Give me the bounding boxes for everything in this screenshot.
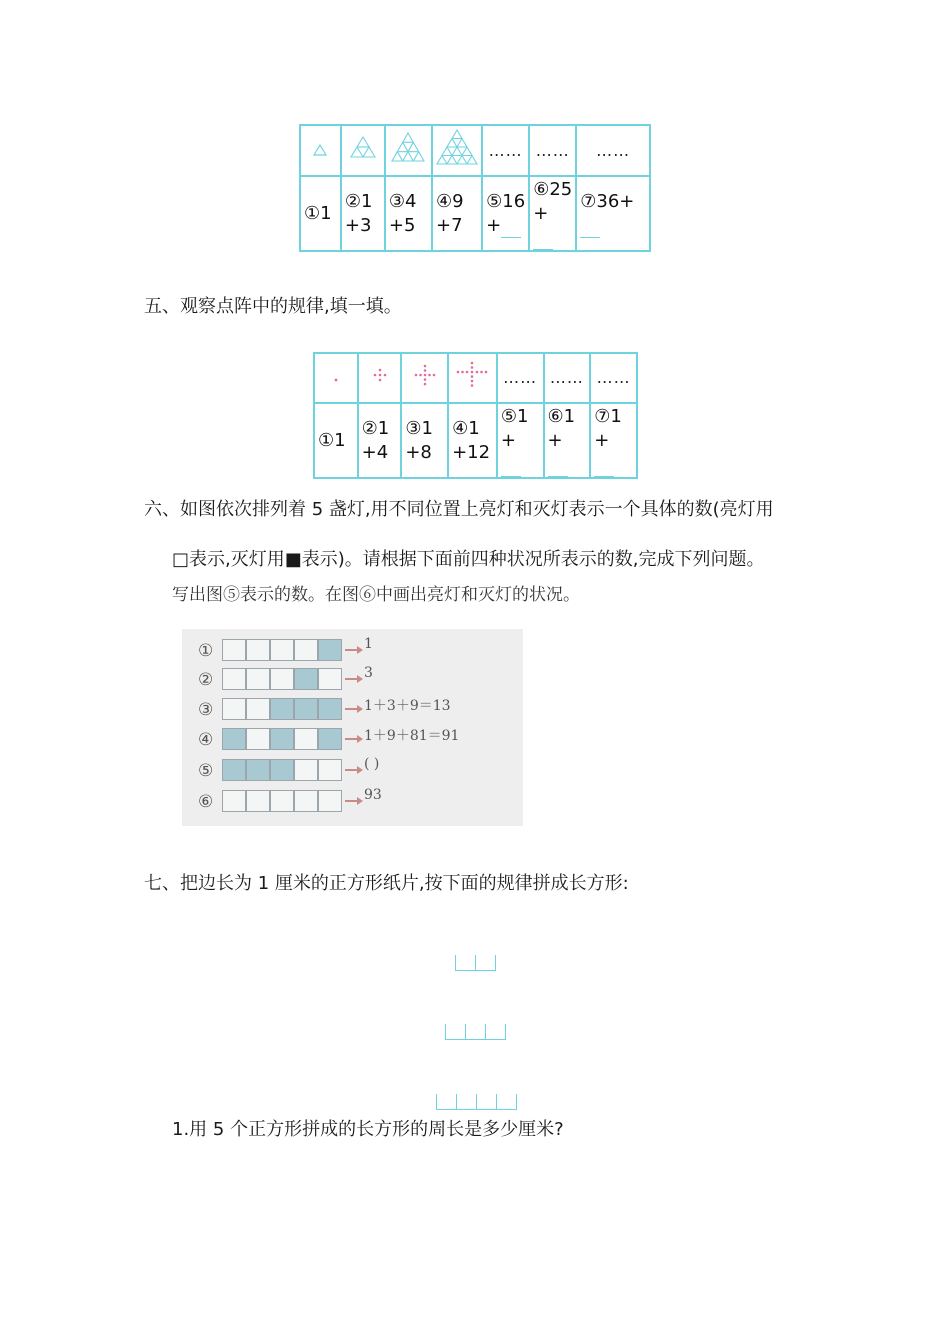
lamp-row-number: ① <box>198 641 214 661</box>
cell-text: +12 <box>452 441 491 463</box>
lamp-box <box>222 668 246 690</box>
lamp-box <box>246 668 270 690</box>
cell-text: ⑦1 <box>594 405 622 427</box>
cell-text: ③4 <box>388 190 417 212</box>
cell-text: ④9 <box>435 190 464 212</box>
rectangle-3-squares <box>445 1024 506 1040</box>
lamp-box <box>294 759 318 781</box>
lamp-box[interactable] <box>246 790 270 812</box>
lamp-box <box>318 728 342 750</box>
table1-cell-4 <box>432 176 482 251</box>
cell-text: ⑥25 <box>533 178 573 200</box>
lamp-box <box>294 639 318 661</box>
lamp-box <box>246 698 270 720</box>
triangle-figure-2 <box>341 125 385 176</box>
table2-cell-5 <box>497 403 544 478</box>
answer-blank[interactable] <box>594 456 614 477</box>
lamp-box <box>270 668 294 690</box>
lamp-box <box>318 698 342 720</box>
triangle-4-icon <box>436 129 478 165</box>
cell-text: ②1 <box>344 190 373 212</box>
dot-figure-3 <box>401 353 448 403</box>
table1-cell-7 <box>576 176 650 251</box>
lamp-box <box>222 728 246 750</box>
section-6-line-1: 六、如图依次排列着 5 盏灯,用不同位置上亮灯和灭灯表示一个具体的数(亮灯用 <box>144 499 774 520</box>
lamp-box <box>222 639 246 661</box>
lamp-box <box>270 728 294 750</box>
table2-cell-4 <box>448 403 497 478</box>
lamp-row-result: 1＋3＋9＝13 <box>364 698 451 714</box>
cell-text: ⑥1 <box>547 405 576 427</box>
lamp-box <box>318 668 342 690</box>
cell-text: + <box>500 429 516 451</box>
cell-text: + <box>594 429 610 451</box>
lamp-row-number: ⑤ <box>198 761 214 781</box>
cell-text: +8 <box>405 441 432 463</box>
lamp-box <box>246 728 270 750</box>
lamp-box[interactable] <box>222 790 246 812</box>
dot-1-icon <box>333 377 339 383</box>
cell-text: ④1 <box>452 417 480 439</box>
section-7-title: 七、把边长为 1 厘米的正方形纸片,按下面的规律拼成长方形: <box>144 873 629 894</box>
dot-4-icon <box>455 360 489 390</box>
section-6-line-3: 写出图⑤表示的数。在图⑥中画出亮灯和灭灯的状况。 <box>172 585 580 605</box>
cell-text: ⑤1 <box>500 405 529 427</box>
answer-blank[interactable] <box>501 456 521 477</box>
triangle-3-icon <box>391 132 425 162</box>
lamp-box <box>246 759 270 781</box>
answer-blank[interactable] <box>548 456 568 477</box>
lamp-figure-photo <box>182 629 523 826</box>
answer-blank[interactable] <box>580 217 600 238</box>
lamp-box <box>270 639 294 661</box>
cell-text: + <box>486 214 502 236</box>
square-tile <box>445 1024 466 1040</box>
square-tile <box>485 1024 506 1040</box>
rectangle-2-squares <box>455 955 496 971</box>
answer-blank[interactable] <box>501 217 521 238</box>
ellipsis: …… <box>535 140 570 160</box>
lamp-box[interactable] <box>318 790 342 812</box>
table2-cell-1 <box>314 403 358 478</box>
arrow-icon <box>345 678 361 680</box>
arrow-icon <box>345 769 361 771</box>
rectangle-4-squares <box>436 1094 517 1110</box>
square-tile <box>455 955 476 971</box>
section-5-title: 五、观察点阵中的规律,填一填。 <box>144 296 402 317</box>
square-tile <box>465 1024 486 1040</box>
lamp-box <box>270 698 294 720</box>
lamp-row-result: 1＋9＋81＝91 <box>364 728 460 744</box>
dot-figure-4 <box>448 353 497 403</box>
dot-pattern-table <box>313 352 638 479</box>
lamp-row-result: 1 <box>364 636 373 652</box>
lamp-row-result: 3 <box>364 665 373 681</box>
table1-cell-6 <box>529 176 576 251</box>
answer-blank[interactable] <box>533 229 553 250</box>
lamp-row-number: ③ <box>198 700 214 720</box>
arrow-icon <box>345 708 361 710</box>
ellipsis: …… <box>488 140 523 160</box>
triangle-figure-4 <box>432 125 482 176</box>
lamp-row-number: ⑥ <box>198 792 214 812</box>
arrow-icon <box>345 649 361 651</box>
lamp-box <box>294 668 318 690</box>
square-tile <box>496 1094 517 1110</box>
lamp-box[interactable] <box>270 790 294 812</box>
square-tile <box>475 955 496 971</box>
square-tile <box>436 1094 457 1110</box>
table2-cell-2 <box>358 403 402 478</box>
lamp-box <box>222 759 246 781</box>
arrow-icon <box>345 738 361 740</box>
table2-cell-6 <box>544 403 591 478</box>
table1-cell-3 <box>385 176 432 251</box>
cell-text: +3 <box>344 214 372 236</box>
lamp-row-number: ④ <box>198 730 214 750</box>
triangle-1-icon <box>313 144 327 156</box>
section-7-question-1: 1.用 5 个正方形拼成的长方形的周长是多少厘米? <box>172 1119 564 1140</box>
lamp-box <box>270 759 294 781</box>
ellipsis: …… <box>596 368 631 387</box>
section-6-line-2: □表示,灭灯用■表示)。请根据下面前四种状况所表示的数,完成下列问题。 <box>172 549 765 570</box>
dot-3-icon <box>413 363 437 387</box>
cell-text: ⑤16 <box>486 190 526 212</box>
cell-text: ①1 <box>304 202 332 224</box>
table2-cell-3 <box>401 403 448 478</box>
cell-text: + <box>547 429 563 451</box>
dot-2-icon <box>372 367 388 383</box>
ellipsis: …… <box>503 368 538 387</box>
arrow-icon <box>345 800 361 802</box>
lamp-box <box>318 759 342 781</box>
table2-cell-7 <box>590 403 637 478</box>
lamp-row-result[interactable]: ( ) <box>364 756 380 772</box>
table1-cell-1 <box>300 176 341 251</box>
table1-cell-5 <box>482 176 529 251</box>
cell-text: + <box>533 202 549 224</box>
triangle-figure-1 <box>300 125 341 176</box>
dot-figure-2 <box>358 353 402 403</box>
cell-text: ②1 <box>361 417 390 439</box>
cell-text: ①1 <box>318 429 346 451</box>
lamp-box[interactable] <box>294 790 318 812</box>
triangle-figure-3 <box>385 125 432 176</box>
cell-text: +7 <box>435 214 463 236</box>
ellipsis: …… <box>596 140 631 160</box>
lamp-row-number: ② <box>198 670 214 690</box>
lamp-box <box>246 639 270 661</box>
lamp-box <box>294 698 318 720</box>
cell-text: +4 <box>361 441 389 463</box>
square-tile <box>476 1094 497 1110</box>
square-tile <box>456 1094 477 1110</box>
dot-figure-1 <box>314 353 358 403</box>
lamp-row-result: 93 <box>364 787 382 803</box>
triangle-pattern-table <box>299 124 651 252</box>
ellipsis: …… <box>549 368 584 387</box>
lamp-box <box>222 698 246 720</box>
cell-text: ③1 <box>405 417 433 439</box>
lamp-box <box>294 728 318 750</box>
triangle-2-icon <box>350 136 376 158</box>
cell-text: ⑦36+ <box>580 190 635 212</box>
table1-cell-2 <box>341 176 385 251</box>
lamp-box <box>318 639 342 661</box>
cell-text: +5 <box>388 214 416 236</box>
